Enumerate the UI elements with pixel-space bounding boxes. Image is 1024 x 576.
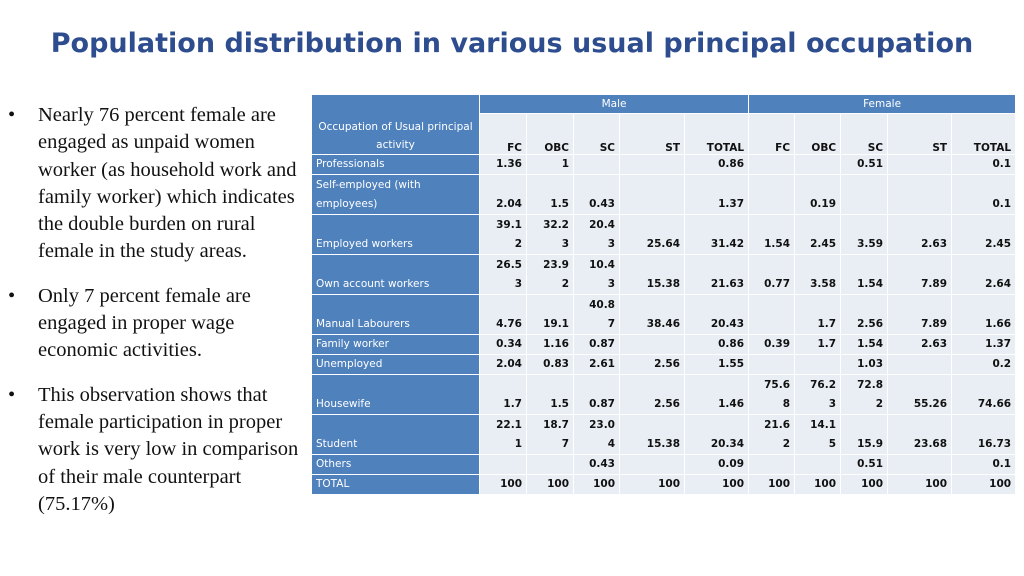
cell-value: 1.16 — [543, 338, 569, 350]
table-cell — [795, 255, 841, 295]
table-cell — [841, 455, 888, 475]
cell-value: 2.64 — [985, 278, 1012, 290]
cell-value: 100 — [500, 478, 522, 490]
table-cell — [841, 415, 888, 455]
table-cell — [841, 175, 888, 215]
cell-value: 20.43 — [710, 318, 745, 330]
table-cell — [480, 155, 527, 175]
column-header: FC — [749, 114, 795, 155]
table-cell — [841, 155, 888, 175]
table-cell — [888, 475, 952, 495]
table-cell — [749, 355, 795, 375]
table-cell — [620, 475, 685, 495]
cell-value: 2.61 — [589, 358, 615, 370]
group-header-female: Female — [749, 95, 1016, 114]
table-cell — [749, 175, 795, 215]
cell-value: 0.86 — [718, 338, 745, 350]
bullet-text: This observation shows that female participation in proper work is very low in comparison of their male counterpart (75.17%) — [38, 383, 299, 515]
table-row — [312, 175, 1016, 215]
table-cell — [749, 155, 795, 175]
cell-value: 23.9 — [543, 259, 569, 271]
cell-value: 20.4 — [589, 219, 615, 231]
cell-value: 0.39 — [764, 338, 791, 350]
cell-value: 1.46 — [718, 398, 745, 410]
table-cell — [527, 335, 574, 355]
cell-value: 0.43 — [589, 198, 615, 210]
table-cell — [620, 355, 685, 375]
cell-value: 2.63 — [921, 238, 948, 250]
table-cell — [480, 295, 527, 335]
cell-value: 0.1 — [992, 198, 1012, 210]
cell-value: 31.42 — [710, 238, 745, 250]
cell-value: 100 — [593, 478, 615, 490]
cell-value: 5 — [828, 438, 837, 450]
cell-value: 3 — [561, 238, 569, 250]
table-cell — [620, 455, 685, 475]
cell-value: 0.43 — [589, 458, 615, 470]
table-row — [312, 455, 1016, 475]
cell-value: 3 — [607, 278, 615, 290]
cell-value: 3 — [607, 238, 615, 250]
table-cell — [480, 215, 527, 255]
table-cell — [685, 215, 749, 255]
table-cell — [685, 155, 749, 175]
occupation-table — [311, 94, 1016, 495]
cell-value: 4 — [607, 438, 615, 450]
cell-value: 1.03 — [857, 358, 884, 370]
table-cell — [888, 355, 952, 375]
table-cell — [841, 375, 888, 415]
cell-value: 0.34 — [496, 338, 522, 350]
cell-value: 40.8 — [589, 299, 615, 311]
cell-value: 16.73 — [977, 438, 1012, 450]
cell-value: 1.55 — [718, 358, 745, 370]
cell-value: 7.89 — [921, 278, 948, 290]
table-cell — [749, 255, 795, 295]
table-cell — [574, 175, 620, 215]
cell-value: 1.37 — [985, 338, 1012, 350]
cell-value: 3.58 — [810, 278, 837, 290]
table-cell — [952, 255, 1016, 295]
table-cell — [749, 415, 795, 455]
table-row — [312, 335, 1016, 355]
table-row — [312, 155, 1016, 175]
table-cell — [795, 415, 841, 455]
table-cell — [685, 355, 749, 375]
cell-value: 2 — [875, 398, 884, 410]
table-cell — [749, 455, 795, 475]
column-header: OBC — [795, 114, 841, 155]
cell-value: 72.8 — [857, 379, 884, 391]
cell-value: 0.19 — [810, 198, 837, 210]
table-cell — [620, 375, 685, 415]
row-label: Employed workers — [312, 215, 480, 255]
table-cell — [841, 295, 888, 335]
table-cell — [952, 355, 1016, 375]
cell-value: 1 — [561, 158, 569, 170]
table-cell — [480, 255, 527, 295]
cell-value: 22.1 — [496, 419, 522, 431]
table-cell — [574, 155, 620, 175]
cell-value: 100 — [814, 478, 837, 490]
table-cell — [841, 215, 888, 255]
table-cell — [574, 375, 620, 415]
table-cell — [952, 335, 1016, 355]
table-cell — [952, 375, 1016, 415]
cell-value: 0.83 — [543, 358, 569, 370]
table-cell — [527, 475, 574, 495]
cell-value: 19.1 — [543, 318, 569, 330]
table-cell — [888, 455, 952, 475]
cell-value: 1.7 — [817, 318, 837, 330]
column-header: ST — [888, 114, 952, 155]
cell-value: 0.2 — [992, 358, 1012, 370]
cell-value: 2.56 — [654, 358, 680, 370]
cell-value: 100 — [925, 478, 948, 490]
table-cell — [952, 295, 1016, 335]
table-cell — [574, 455, 620, 475]
cell-value: 0.1 — [992, 158, 1012, 170]
table-cell — [952, 175, 1016, 215]
cell-value: 0.09 — [718, 458, 745, 470]
table-cell — [685, 415, 749, 455]
cell-value: 7 — [561, 438, 569, 450]
table-cell — [574, 295, 620, 335]
cell-value: 1.37 — [718, 198, 745, 210]
table-cell — [685, 475, 749, 495]
table-cell — [574, 335, 620, 355]
table-cell — [527, 355, 574, 375]
table-cell — [574, 215, 620, 255]
row-label: Professionals — [312, 155, 480, 175]
cell-value: 1.5 — [550, 198, 569, 210]
cell-value: 1.54 — [764, 238, 791, 250]
cell-value: 1.66 — [985, 318, 1012, 330]
cell-value: 1 — [514, 438, 522, 450]
cell-value: 18.7 — [543, 419, 569, 431]
cell-value: 2.04 — [496, 358, 522, 370]
table-cell — [841, 255, 888, 295]
table-cell — [888, 155, 952, 175]
cell-value: 0.51 — [857, 158, 884, 170]
row-label: Housewife — [312, 375, 480, 415]
cell-value: 2.45 — [810, 238, 837, 250]
table-cell — [685, 175, 749, 215]
table-row — [312, 415, 1016, 455]
row-label: Family worker — [312, 335, 480, 355]
table-cell — [480, 335, 527, 355]
column-header: TOTAL — [952, 114, 1016, 155]
table-cell — [574, 255, 620, 295]
cell-value: 2.63 — [921, 338, 948, 350]
table-cell — [888, 415, 952, 455]
table-cell — [685, 335, 749, 355]
table-cell — [480, 455, 527, 475]
cell-value: 2.45 — [985, 238, 1012, 250]
column-header: TOTAL — [685, 114, 749, 155]
cell-value: 0.77 — [764, 278, 791, 290]
cell-value: 1.54 — [857, 338, 884, 350]
table-cell — [841, 335, 888, 355]
row-label: Self-employed (with employees) — [312, 175, 480, 215]
bullet-list — [8, 102, 300, 535]
table-corner-header: Occupation of Usual principal activity — [312, 95, 480, 155]
cell-value: 21.63 — [710, 278, 745, 290]
cell-value: 100 — [989, 478, 1012, 490]
cell-value: 0.86 — [718, 158, 745, 170]
table-cell — [795, 455, 841, 475]
table-cell — [620, 215, 685, 255]
row-label: Student — [312, 415, 480, 455]
cell-value: 26.5 — [496, 259, 522, 271]
table-cell — [795, 355, 841, 375]
bullet-item — [8, 382, 300, 518]
table-cell — [749, 335, 795, 355]
table-cell — [749, 215, 795, 255]
cell-value: 14.1 — [810, 419, 837, 431]
table-cell — [480, 375, 527, 415]
cell-value: 100 — [861, 478, 884, 490]
table-cell — [480, 355, 527, 375]
table-cell — [749, 295, 795, 335]
cell-value: 15.38 — [646, 438, 680, 450]
row-label: Manual Labourers — [312, 295, 480, 335]
table-cell — [685, 295, 749, 335]
column-header: SC — [574, 114, 620, 155]
cell-value: 1.36 — [496, 158, 522, 170]
cell-value: 20.34 — [710, 438, 745, 450]
cell-value: 76.2 — [810, 379, 837, 391]
cell-value: 0.87 — [589, 338, 615, 350]
table-cell — [620, 295, 685, 335]
cell-value: 74.66 — [977, 398, 1012, 410]
cell-value: 1.7 — [817, 338, 837, 350]
column-header: FC — [480, 114, 527, 155]
table-row — [312, 475, 1016, 495]
cell-value: 15.38 — [646, 278, 680, 290]
table-cell — [888, 215, 952, 255]
cell-value: 2.56 — [857, 318, 884, 330]
table-cell — [685, 455, 749, 475]
cell-value: 25.64 — [646, 238, 680, 250]
table-row — [312, 255, 1016, 295]
cell-value: 23.0 — [589, 419, 615, 431]
table-cell — [795, 335, 841, 355]
table-cell — [480, 415, 527, 455]
table-row — [312, 375, 1016, 415]
cell-value: 100 — [547, 478, 569, 490]
bullet-icon: • — [8, 383, 16, 406]
cell-value: 23.68 — [913, 438, 948, 450]
column-header: OBC — [527, 114, 574, 155]
table-cell — [527, 455, 574, 475]
table-cell — [952, 475, 1016, 495]
cell-value: 3.59 — [857, 238, 884, 250]
table-cell — [952, 155, 1016, 175]
table-cell — [749, 375, 795, 415]
cell-value: 32.2 — [543, 219, 569, 231]
cell-value: 0.87 — [589, 398, 615, 410]
table-cell — [574, 355, 620, 375]
cell-value: 3 — [828, 398, 837, 410]
table-cell — [685, 375, 749, 415]
cell-value: 3 — [514, 278, 522, 290]
table-cell — [527, 155, 574, 175]
cell-value: 8 — [782, 398, 791, 410]
row-label: Unemployed — [312, 355, 480, 375]
bullet-item — [8, 283, 300, 365]
table-cell — [527, 415, 574, 455]
table-cell — [620, 415, 685, 455]
column-header: ST — [620, 114, 685, 155]
cell-value: 1.54 — [857, 278, 884, 290]
bullet-item — [8, 102, 300, 266]
cell-value: 7.89 — [921, 318, 948, 330]
table-cell — [620, 175, 685, 215]
table-cell — [574, 415, 620, 455]
bullet-icon: • — [8, 284, 16, 307]
table-cell — [749, 475, 795, 495]
row-label: Own account workers — [312, 255, 480, 295]
table-cell — [888, 375, 952, 415]
cell-value: 75.6 — [764, 379, 791, 391]
bullet-text: Only 7 percent female are engaged in proper wage economic activities. — [38, 284, 251, 362]
row-label: Others — [312, 455, 480, 475]
table-cell — [795, 375, 841, 415]
table-cell — [620, 155, 685, 175]
table-cell — [952, 455, 1016, 475]
page-title: Population distribution in various usual principal occupation — [50, 28, 974, 59]
table-cell — [952, 215, 1016, 255]
table-cell — [620, 335, 685, 355]
bullet-icon: • — [8, 104, 16, 126]
cell-value: 2 — [561, 278, 569, 290]
cell-value: 21.6 — [764, 419, 791, 431]
cell-value: 55.26 — [913, 398, 948, 410]
cell-value: 100 — [722, 478, 745, 490]
cell-value: 2.56 — [654, 398, 680, 410]
table-cell — [685, 255, 749, 295]
table-cell — [795, 155, 841, 175]
table-cell — [795, 215, 841, 255]
table-cell — [620, 255, 685, 295]
cell-value: 2 — [782, 438, 791, 450]
bullet-text: Nearly 76 percent female are engaged as unpaid women worker (as household work and family worker) which indicates the double burden on rural female in the study areas. — [38, 104, 297, 263]
table-row — [312, 295, 1016, 335]
cell-value: 10.4 — [589, 259, 615, 271]
table-cell — [795, 295, 841, 335]
cell-value: 1.7 — [503, 398, 522, 410]
cell-value: 100 — [768, 478, 791, 490]
table-cell — [527, 255, 574, 295]
table-cell — [574, 475, 620, 495]
cell-value: 1.5 — [550, 398, 569, 410]
table-cell — [480, 475, 527, 495]
cell-value: 100 — [658, 478, 680, 490]
table-cell — [527, 295, 574, 335]
cell-value: 0.51 — [857, 458, 884, 470]
table-cell — [527, 175, 574, 215]
cell-value: 39.1 — [496, 219, 522, 231]
cell-value: 2.04 — [496, 198, 522, 210]
table-cell — [841, 475, 888, 495]
row-label: TOTAL — [312, 475, 480, 495]
table-cell — [952, 415, 1016, 455]
table-cell — [888, 295, 952, 335]
table-cell — [480, 175, 527, 215]
cell-value: 0.1 — [992, 458, 1012, 470]
table-cell — [841, 355, 888, 375]
table-cell — [795, 175, 841, 215]
table-row — [312, 215, 1016, 255]
table-cell — [888, 175, 952, 215]
table-cell — [527, 375, 574, 415]
group-header-male: Male — [480, 95, 749, 114]
table-cell — [527, 215, 574, 255]
table-cell — [888, 335, 952, 355]
cell-value: 4.76 — [496, 318, 522, 330]
table-row — [312, 355, 1016, 375]
table-cell — [888, 255, 952, 295]
cell-value: 2 — [514, 238, 522, 250]
column-header: SC — [841, 114, 888, 155]
cell-value: 15.9 — [857, 438, 884, 450]
table-cell — [795, 475, 841, 495]
cell-value: 38.46 — [646, 318, 680, 330]
cell-value: 7 — [607, 318, 615, 330]
